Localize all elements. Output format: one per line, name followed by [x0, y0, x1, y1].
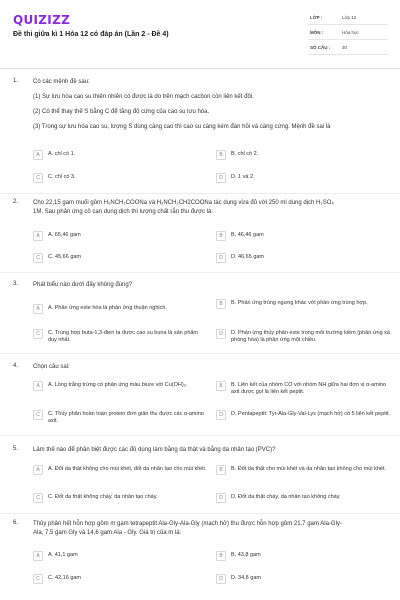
option-d[interactable]: [216, 493, 391, 503]
question-text: [33, 363, 388, 372]
option-b[interactable]: [216, 381, 391, 396]
meta-row-count: [308, 40, 388, 55]
option-letter: A: [33, 304, 43, 314]
meta-label: LỚP :: [310, 14, 323, 20]
option-letter: C: [33, 329, 43, 339]
question-line: Phát biểu nào dưới đây không đúng?: [33, 282, 133, 288]
option-a[interactable]: [33, 304, 208, 314]
question-number: 1.: [13, 78, 19, 84]
option-a[interactable]: [33, 465, 208, 475]
option-b[interactable]: [216, 465, 391, 475]
option-d[interactable]: [216, 410, 391, 420]
question-line: (1) Sự lưu hóa cao su thiên nhiên có được là do trên mạch cacbon còn liên kết đôi.: [33, 94, 254, 100]
question-line: Ala, 7,5 gam Gly và 14,6 gam Ala - Gly. Giá trị của m là:: [33, 530, 182, 536]
option-letter: D: [216, 493, 226, 503]
option-text: C. Đốt da thật không cháy, da nhân tạo cháy.: [48, 494, 158, 500]
option-letter: B: [216, 465, 226, 475]
worksheet-header: [0, 0, 400, 68]
option-letter: B: [216, 381, 226, 391]
option-text: A. 65,46 gam: [48, 232, 81, 238]
option-letter: C: [33, 574, 43, 584]
meta-label: MÔN :: [310, 29, 324, 35]
option-text: B. Đốt da thật cho mùi khét và da nhân tạo không cho mùi khét.: [231, 466, 387, 472]
question-line: 1M. Sau phản ứng cô cạn dung dịch thì lượng chất rắn thu được là:: [33, 209, 214, 215]
option-a[interactable]: [33, 551, 208, 561]
option-text: D. 34,8 gam: [231, 575, 261, 581]
option-d[interactable]: [216, 574, 391, 584]
meta-label: SỐ CÂU :: [310, 44, 331, 50]
option-letter: C: [33, 493, 43, 503]
option-letter: B: [216, 299, 226, 309]
option-letter: B: [216, 231, 226, 241]
question-number: 4.: [13, 363, 19, 369]
question-separator: [0, 353, 400, 354]
option-letter: A: [33, 150, 43, 160]
option-c[interactable]: [33, 574, 208, 584]
question-line: Thủy phân hết hỗn hợp gồm m gam tetrapeptit Ala-Gly-Ala-Gly (mạch hở) thu được hỗn hợp gồm 21,7 gam Ala-Gly-: [33, 521, 342, 527]
option-letter: C: [33, 173, 43, 183]
option-text: A. Lòng trắng trứng có phản ứng màu biure với Cu(OH)₂.: [48, 382, 188, 388]
option-letter: B: [216, 551, 226, 561]
option-text: B. 46,46 gam: [231, 232, 264, 238]
meta-row-subject: [308, 25, 388, 40]
question-separator: [0, 193, 400, 194]
option-d[interactable]: [216, 253, 391, 263]
question-line: (2) Có thể thay thế S bằng C để tăng độ cứng của cao su lưu hóa.: [33, 109, 210, 115]
option-letter: A: [33, 381, 43, 391]
option-b[interactable]: [216, 299, 391, 309]
option-letter: A: [33, 465, 43, 475]
question-number: 5.: [13, 446, 19, 452]
meta-value: Hóa học: [342, 29, 359, 35]
option-text: C. Thủy phân hoàn toàn protein đơn giản thu được các α-amino axit.: [48, 411, 204, 424]
option-letter: C: [33, 410, 43, 420]
meta-value: 30: [342, 44, 348, 50]
option-a[interactable]: [33, 231, 208, 241]
question-number: 6.: [13, 520, 19, 526]
worksheet-meta: [308, 10, 388, 55]
question-line: Có các mệnh đề sau:: [33, 79, 90, 85]
question-text: [33, 199, 388, 217]
option-text: B. 43,8 gam: [231, 552, 261, 558]
quizizz-logo: QUIZIZZ: [13, 13, 71, 27]
question-text: [33, 446, 388, 455]
option-letter: D: [216, 173, 226, 183]
option-text: C. Trùng hợp buta-1,3-đien ta được cao su buna là sản phẩm duy nhất.: [48, 330, 199, 343]
meta-row-class: [308, 10, 388, 25]
option-c[interactable]: [33, 410, 208, 425]
option-letter: D: [216, 329, 226, 339]
option-text: A. Đốt da thật không cho mùi khét, đốt da nhân tạo cho mùi khét.: [48, 466, 207, 472]
option-text: C. chỉ có 3.: [48, 174, 76, 180]
option-letter: D: [216, 253, 226, 263]
option-text: D. Đốt da thật cháy, da nhân tạo không cháy.: [231, 494, 341, 500]
question-line: Cho 22,15 gam muối gồm H₂NCH₂COONa và H₂NCH₂CH2COONa tác dụng vừa đủ với 250 ml dung dịch H₂SO₄: [33, 200, 334, 206]
question-text: [33, 281, 388, 290]
header-divider: [0, 68, 400, 69]
option-letter: A: [33, 231, 43, 241]
question-separator: [0, 513, 400, 514]
option-c[interactable]: [33, 329, 208, 344]
option-text: B. Liên kết của nhóm CO với nhóm NH giữa hai đơn vị α-amino axit được gọi là liên kết peptit.: [231, 382, 387, 395]
question-text: [33, 78, 388, 138]
option-b[interactable]: [216, 150, 391, 160]
option-letter: B: [216, 150, 226, 160]
option-c[interactable]: [33, 493, 208, 503]
option-a[interactable]: [33, 150, 208, 160]
option-text: D. Phản ứng thủy phân este trong môi trường kiềm (phản ứng xà phòng hóa) là phản ứng một chiều.: [231, 330, 390, 343]
meta-value: Lớp 12: [342, 14, 357, 20]
option-d[interactable]: [216, 173, 391, 183]
question-line: Làm thế nào để phân biệt được các đồ dùng làm bằng da thật và bằng da nhân tạo (PVC)?: [33, 447, 276, 453]
question-text: [33, 520, 388, 538]
option-text: D. 1 và 2.: [231, 174, 255, 180]
option-text: C. 45,66 gam: [48, 254, 82, 260]
option-d[interactable]: [216, 329, 391, 344]
question-line: Chọn câu sai:: [33, 364, 70, 370]
option-text: A. 41,1 gam: [48, 552, 78, 558]
option-text: A. Phản ứng este hóa là phản ứng thuận nghịch.: [48, 305, 167, 311]
option-text: A. chỉ có 1.: [48, 151, 76, 157]
worksheet-title: Đề thi giữa kì 1 Hóa 12 có đáp án (Lần 2 - Đề 4): [13, 31, 169, 38]
question-number: 2.: [13, 199, 19, 205]
question-line: (3) Trong sự lưu hóa cao su, lượng S dùng càng cao thì cao su càng kém đàn hồi và càng cứng. Mệnh đề sai là: [33, 124, 331, 130]
option-letter: D: [216, 410, 226, 420]
option-text: B. chỉ có 2.: [231, 151, 259, 157]
option-a[interactable]: [33, 381, 208, 391]
option-b[interactable]: [216, 551, 391, 561]
option-c[interactable]: [33, 253, 208, 263]
option-b[interactable]: [216, 231, 391, 241]
question-separator: [0, 435, 400, 436]
option-letter: A: [33, 551, 43, 561]
question-number: 3.: [13, 281, 19, 287]
option-letter: C: [33, 253, 43, 263]
option-text: C. 42,16 gam: [48, 575, 82, 581]
option-text: B. Phản ứng trùng ngưng khác với phản ứng trùng hợp.: [231, 300, 368, 306]
option-c[interactable]: [33, 173, 208, 183]
question-separator: [0, 272, 400, 273]
option-letter: D: [216, 574, 226, 584]
option-text: D. 46,65 gam: [231, 254, 265, 260]
option-text: D. Pentapeptit: Tyr-Ala-Gly-Val-Lys (mạch hở) có 5 liên kết peptit.: [231, 411, 391, 417]
